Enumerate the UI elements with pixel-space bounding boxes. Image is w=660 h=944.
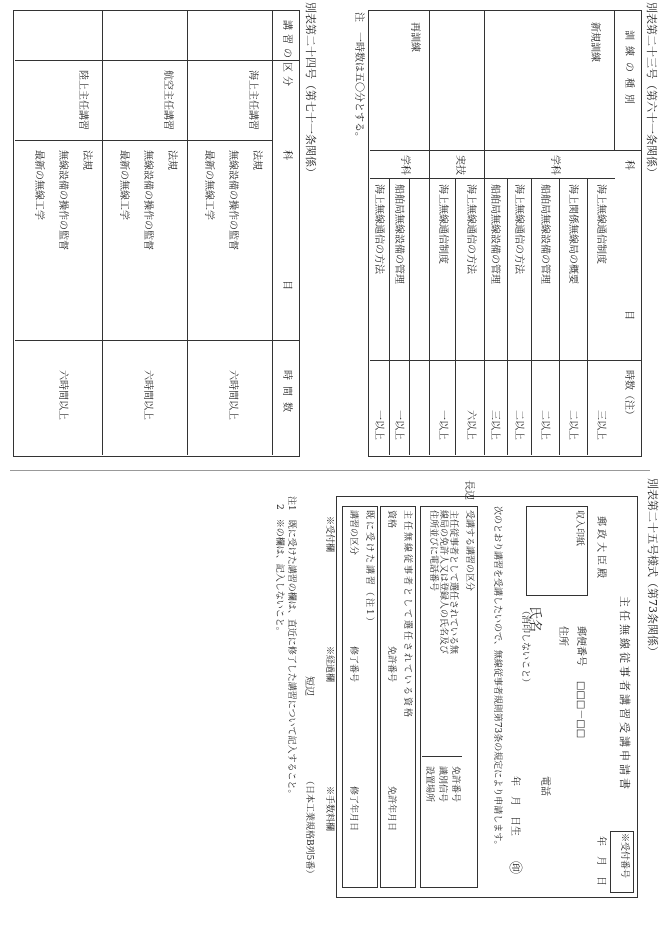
office-progress: ※経過欄: [324, 646, 334, 683]
hours-5: 三以上: [489, 410, 500, 440]
course-1-item-1: 法規: [251, 150, 262, 170]
header-kind-2: 講習の区分: [281, 20, 292, 90]
apply-date: 年 月 日: [595, 836, 606, 886]
course-2-hours: 六時間以上: [142, 370, 153, 420]
table-23-title: 別表第二十三号（第六十一条関係）: [645, 2, 658, 178]
past-title: 既に受けた講習（注1）: [364, 510, 374, 628]
table-23: [340, 0, 660, 460]
name-label: 氏名: [527, 606, 542, 633]
item-4: 海上無線通信の方法: [513, 184, 524, 274]
item-3: 船舶局無線設備の管理: [539, 184, 550, 284]
group-2: 実技: [454, 155, 465, 175]
hours-3: 二以上: [539, 410, 550, 440]
short-side-label: 短辺: [303, 676, 314, 696]
past-col-2: 修了番号: [348, 646, 358, 683]
qualification-title: 主任無線従事者として選任されている資格: [402, 510, 412, 720]
header-item: 目: [623, 310, 634, 320]
item-1: 海上無線通信制度: [595, 184, 606, 264]
course-3-item-2: 無線設備の操作の監督: [57, 150, 68, 250]
note-23: 注 一時数は五〇分とする。: [353, 12, 364, 142]
address-label: 住所: [557, 626, 568, 646]
label-new: 新規訓練: [589, 22, 600, 62]
paper-standard: （日本工業規格B列5番）: [304, 776, 314, 879]
course-label: 受講する講習の区分: [464, 510, 474, 592]
license-label: 免許番号: [450, 766, 460, 803]
course-2-item-3: 最新の無線工学: [118, 150, 129, 220]
course-name-2: 航空主任講習: [162, 70, 173, 130]
employer-label: 主任従事者として選任されている無線局の免許人又は登録人の氏名及び住所並びに電話番号: [428, 510, 458, 655]
hours-4: 二以上: [513, 410, 524, 440]
label-re: 再訓練: [409, 22, 420, 52]
qual-col-1: 資格: [386, 510, 396, 529]
course-name-1: 海上主任講習: [247, 70, 258, 130]
item-8: 船舶局無線設備の管理: [393, 184, 404, 284]
revenue-stamp-label: 収入印紙: [574, 510, 584, 547]
header-hours: 時数（注）: [623, 370, 634, 420]
header-kind: 訓練の種別: [623, 30, 634, 110]
addressee: 郵政大臣殿: [595, 516, 606, 581]
seal-mark: ㊞: [507, 861, 522, 875]
past-col-3: 修了年月日: [348, 786, 358, 832]
item-7: 海上無線通信制度: [437, 184, 448, 264]
course-1-hours: 六時間以上: [227, 370, 238, 420]
course-1-item-2: 無線設備の操作の監督: [227, 150, 238, 250]
form-note-1: 注1 既に受けた講習の欄は、直近に修了した講習について記入すること。: [286, 496, 296, 799]
item-2: 海上関係無線局の概要: [567, 184, 578, 284]
birth-date: 年 月 日生: [509, 776, 520, 836]
hours-1: 三以上: [595, 410, 606, 440]
qual-col-2: 免許番号: [386, 646, 396, 683]
hours-2: 二以上: [567, 410, 578, 440]
group-1: 学科: [549, 155, 560, 175]
phone-label: 電話: [539, 776, 550, 796]
postal-label: 郵便番号: [575, 626, 586, 666]
form-25: [10, 476, 660, 942]
hours-7: 一以上: [437, 410, 448, 440]
postal-code-field[interactable]: □□□－□□: [575, 681, 586, 739]
table-24: [8, 0, 318, 460]
hours-9: 一以上: [373, 410, 384, 440]
item-5: 船舶局無線設備の管理: [489, 184, 500, 284]
group-3: 学科: [399, 155, 410, 175]
callsign-label: 識別信号: [437, 766, 447, 803]
request-text: 次のとおり講習を受講したいので、無線従事者規則第73条の規定により申請します。: [492, 506, 502, 850]
header-subject-2: 科: [281, 150, 292, 160]
office-receipt: ※受付欄: [324, 516, 334, 553]
page-divider: [10, 470, 650, 471]
receipt-number: ※受付番号: [619, 833, 629, 879]
course-3-item-3: 最新の無線工学: [33, 150, 44, 220]
header-item-2: 目: [281, 280, 292, 290]
hours-6: 六以上: [465, 410, 476, 440]
course-2-item-1: 法規: [166, 150, 177, 170]
course-1-item-3: 最新の無線工学: [203, 150, 214, 220]
past-col-1: 講習の区分: [348, 510, 358, 556]
header-subject: 科: [623, 160, 634, 170]
item-9: 海上無線通信の方法: [373, 184, 384, 274]
form-25-title: 別表第二十五号様式（第73条関係）: [646, 478, 659, 657]
hours-8: 一以上: [393, 410, 404, 440]
table-24-title: 別表第二十四号（第七十一条関係）: [304, 2, 317, 178]
header-hours-2: 時間数: [281, 370, 292, 418]
course-name-3: 陸上主任講習: [77, 70, 88, 130]
stamp-note: （消印しないこと）: [520, 606, 530, 688]
course-3-item-1: 法規: [81, 150, 92, 170]
office-fee: ※手数料欄: [324, 786, 334, 832]
place-label: 設置場所: [424, 766, 434, 803]
course-3-hours: 六時間以上: [57, 370, 68, 420]
form-title: 主任無線従事者講習受講申請書: [618, 596, 631, 792]
form-note-2: 2 ※の欄は、記入しないこと。: [274, 504, 284, 636]
qual-col-3: 免許年月日: [386, 786, 396, 832]
item-6: 海上無線通信の方法: [465, 184, 476, 274]
course-2-item-2: 無線設備の操作の監督: [142, 150, 153, 250]
long-side-label: 長辺: [463, 480, 474, 500]
